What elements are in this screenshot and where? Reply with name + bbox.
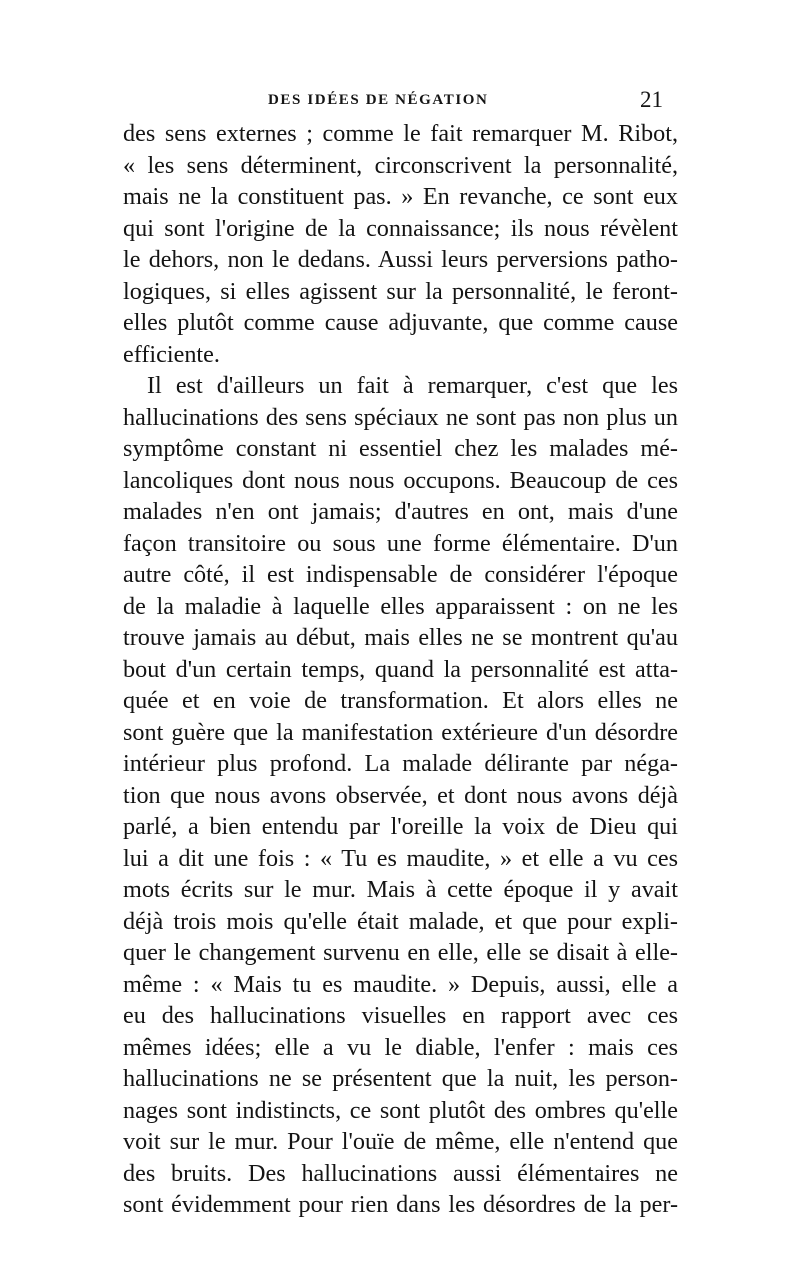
- text-line: autre côté, il est indispensable de considérer l'époque: [123, 561, 678, 588]
- text-line: des sens externes ; comme le fait remarquer M. Ribot,: [123, 120, 678, 147]
- paragraph-end-line: efficiente.: [123, 340, 220, 368]
- paragraph-start-line: Il est d'ailleurs un fait à remarquer, c'est que les: [147, 372, 678, 399]
- text-line: trouve jamais au début, mais elles ne se montrent qu'au: [123, 624, 678, 651]
- text-line: quée et en voie de transformation. Et alors elles ne: [123, 687, 678, 714]
- text-line: nages sont indistincts, ce sont plutôt des ombres qu'elle: [123, 1096, 678, 1124]
- text-line: sont évidemment pour rien dans les désordres de la per-: [123, 1191, 678, 1218]
- text-line: qui sont l'origine de la connaissance; ils nous révèlent: [123, 214, 678, 242]
- text-line: logiques, si elles agissent sur la personnalité, le feront-: [123, 277, 678, 305]
- text-line: parlé, a bien entendu par l'oreille la voix de Dieu qui: [123, 813, 678, 840]
- text-line: intérieur plus profond. La malade délirante par néga-: [123, 750, 678, 777]
- text-line: même : « Mais tu es maudite. » Depuis, aussi, elle a: [123, 970, 678, 998]
- text-line: des bruits. Des hallucinations aussi élémentaires ne: [123, 1159, 678, 1187]
- text-line: elles plutôt comme cause adjuvante, que comme cause: [123, 309, 678, 336]
- text-line: eu des hallucinations visuelles en rapport avec ces: [123, 1002, 678, 1029]
- text-line: quer le changement survenu en elle, elle se disait à elle-: [123, 939, 678, 966]
- text-line: tion que nous avons observée, et dont nous avons déjà: [123, 781, 678, 809]
- running-title: DES IDÉES DE NÉGATION: [268, 92, 489, 108]
- text-line: mais ne la constituent pas. » En revanche, ce sont eux: [123, 183, 678, 210]
- text-line: le dehors, non le dedans. Aussi leurs perversions patho-: [123, 246, 678, 273]
- text-line: déjà trois mois qu'elle était malade, et que pour expli-: [123, 907, 678, 935]
- text-line: mêmes idées; elle a vu le diable, l'enfer : mais ces: [123, 1033, 678, 1061]
- text-line: lui a dit une fois : « Tu es maudite, » et elle a vu ces: [123, 844, 678, 872]
- text-line: malades n'en ont jamais; d'autres en ont, mais d'une: [123, 498, 678, 525]
- text-line: sont guère que la manifestation extérieure d'un désordre: [123, 718, 678, 746]
- text-line: de la maladie à laquelle elles apparaissent : on ne les: [123, 592, 678, 620]
- body-text: [123, 118, 678, 1221]
- text-line: lancoliques dont nous nous occupons. Beaucoup de ces: [123, 466, 678, 494]
- text-line: hallucinations ne se présentent que la nuit, les person-: [123, 1065, 678, 1092]
- text-line: symptôme constant ni essentiel chez les malades mé-: [123, 435, 678, 462]
- text-line: bout d'un certain temps, quand la personnalité est atta-: [123, 655, 678, 683]
- text-line: façon transitoire ou sous une forme élémentaire. D'un: [123, 529, 678, 557]
- text-line: « les sens déterminent, circonscrivent la personnalité,: [123, 151, 678, 179]
- text-line: voit sur le mur. Pour l'ouïe de même, elle n'entend que: [123, 1128, 678, 1155]
- page-number: 21: [640, 87, 663, 112]
- text-line: mots écrits sur le mur. Mais à cette époque il y avait: [123, 876, 678, 903]
- text-line: hallucinations des sens spéciaux ne sont pas non plus un: [123, 403, 678, 431]
